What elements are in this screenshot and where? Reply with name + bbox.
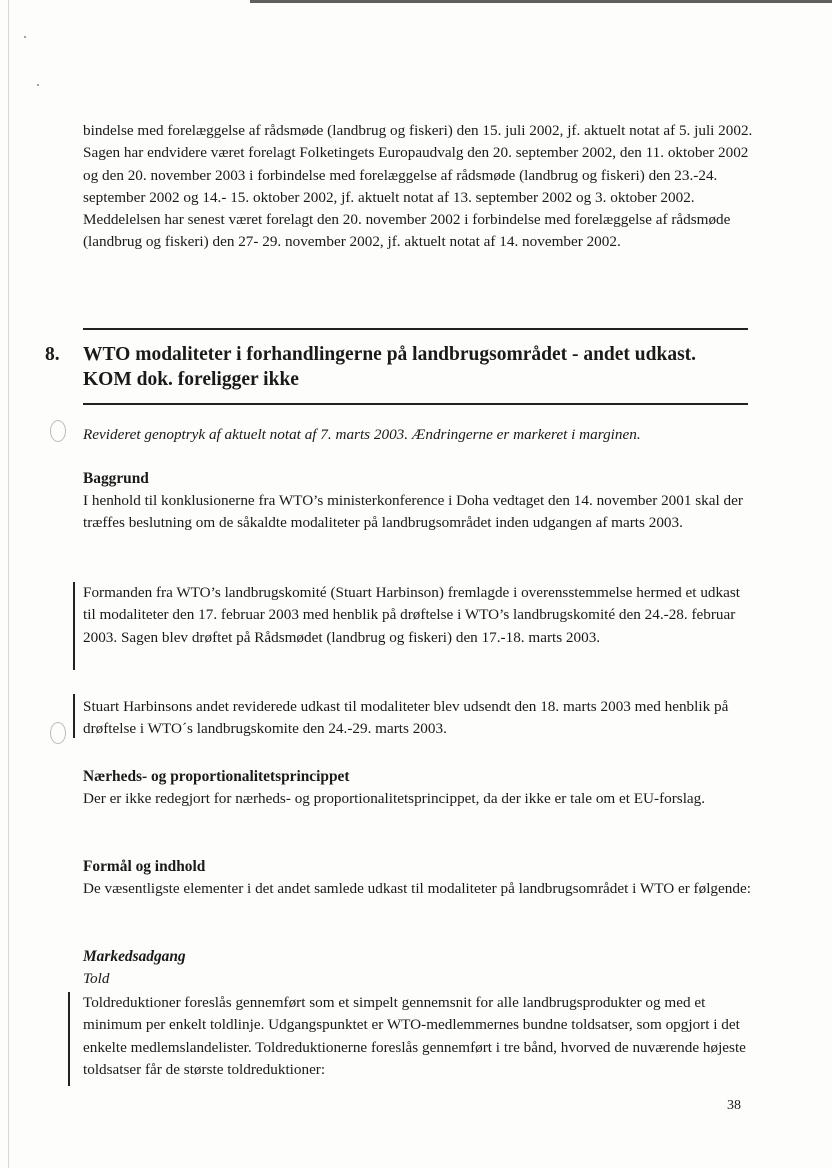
punch-hole-icon (50, 420, 66, 442)
baggrund-paragraph-2: Formanden fra WTO’s landbrugskomité (Stuart Harbinson) fremlagde i overensstemmelse hermed et udkast til modaliteter den 17. februar 2003 med henblik på drøftelse i WTO’s landbrugskomité den 24.-28. februar 2003. Sagen blev drøftet på Rådsmødet (landbrug og fiskeri) den 17.-18. marts 2003. (83, 584, 740, 646)
scan-left-edge (8, 0, 9, 1168)
markedsadgang-section (83, 946, 753, 990)
baggrund-paragraph-3-block (83, 696, 753, 741)
scan-top-border (250, 0, 832, 3)
scan-speck (24, 36, 26, 38)
section-rule-bottom (83, 403, 748, 405)
baggrund-heading: Baggrund (83, 470, 149, 487)
told-paragraph-block (83, 992, 753, 1081)
section-title-line-1: WTO modaliteter i forhandlingerne på landbrugsområdet - andet udkast. (83, 344, 697, 365)
baggrund-section (83, 468, 753, 535)
page-number: 38 (727, 1098, 741, 1113)
formaal-paragraph: De væsentligste elementer i det andet samlede udkast til modaliteter på landbrugsområdet i WTO er følgende: (83, 880, 751, 897)
formaal-heading: Formål og indhold (83, 858, 206, 875)
baggrund-paragraph-2-block (83, 582, 753, 649)
baggrund-paragraph-3: Stuart Harbinsons andet reviderede udkast til modaliteter blev udsendt den 18. marts 2003 med henblik på drøftelse i WTO´s landbrugskomite den 24.-29. marts 2003. (83, 698, 729, 738)
paragraph-text: bindelse med forelæggelse af rådsmøde (landbrug og fiskeri) den 15. juli 2002, jf. aktuelt notat af 5. juli 2002. Sagen har endvidere været forelagt Folketingets Europaudvalg den 20. september 2002, den 11. oktober 2002 og den 20. november 2003 i forbindelse med forelæggelse af rådsmøde (landbrug og fiskeri) den 23.-24. september 2002 og 14.- 15. oktober 2002, jf. aktuelt notat af 13. september 2002 og 3. oktober 2002. Meddelelsen har senest været forelagt den 20. november 2002 i forbindelse med forelæggelse af rådsmøde (landbrug og fiskeri) den 27- 29. november 2002, jf. aktuelt notat af 14. november 2002. (83, 122, 753, 251)
change-margin-bar (73, 582, 75, 670)
continued-paragraph (83, 120, 753, 254)
told-paragraph: Toldreduktioner foreslås gennemført som et simpelt gennemsnit for alle landbrugsprodukter og med et minimum per enkelt toldlinje. Udgangspunktet er WTO-medlemmernes bundne toldsatser, som opgjort i det enkelte medlemslandelister. Toldreduktionerne foreslås gennemført i tre bånd, hvorved de nuværende højeste toldsatser får de største toldreduktioner: (83, 994, 746, 1078)
told-subheading: Told (83, 970, 110, 987)
revision-note: Revideret genoptryk af aktuelt notat af 7. marts 2003. Ændringerne er markeret i marginen. (83, 426, 641, 443)
markedsadgang-heading: Markedsadgang (83, 948, 186, 965)
naerhed-heading: Nærheds- og proportionalitetsprincippet (83, 768, 350, 785)
change-margin-bar (73, 694, 75, 738)
section-title (83, 342, 753, 392)
scan-speck (37, 84, 39, 86)
section-rule-top (83, 328, 748, 330)
naerhed-paragraph: Der er ikke redegjort for nærheds- og proportionalitetsprincippet, da der ikke er tale om et EU-forslag. (83, 790, 706, 807)
baggrund-paragraph-1: I henhold til konklusionerne fra WTO’s ministerkonference i Doha vedtaget den 14. november 2001 skal der træffes beslutning om de såkaldte modaliteter på landbrugsområdet inden udgangen af marts 2003. (83, 492, 743, 532)
formaal-section (83, 856, 753, 900)
change-margin-bar (68, 992, 70, 1086)
punch-hole-icon (50, 722, 66, 744)
section-number: 8. (45, 344, 60, 365)
section-title-line-2: KOM dok. foreligger ikke (83, 369, 299, 390)
naerhed-section (83, 766, 753, 810)
